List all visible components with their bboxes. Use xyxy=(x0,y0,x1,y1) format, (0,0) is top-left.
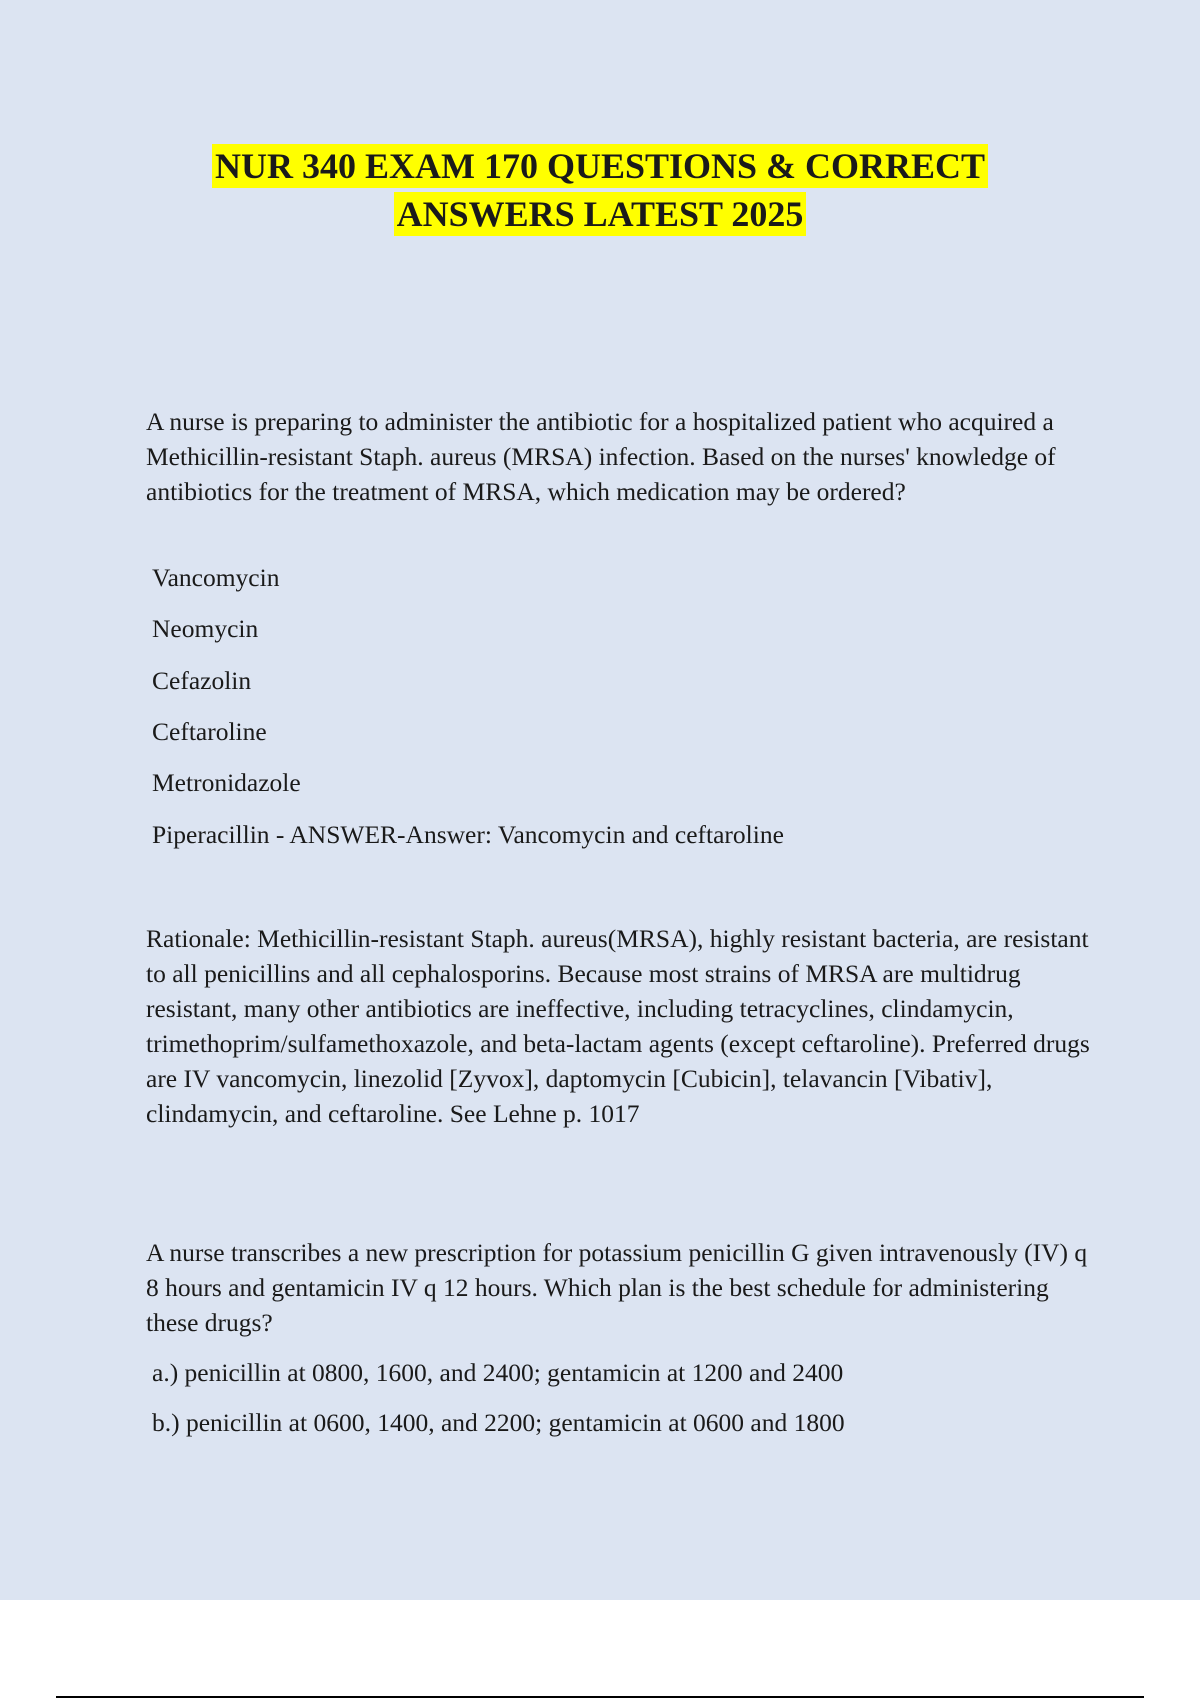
footer-rule xyxy=(56,1696,1144,1698)
document-title xyxy=(0,142,1200,238)
question-2-stem: A nurse transcribes a new prescription for potassium penicillin G given intravenously (IV) q 8 hours and gentamicin IV q 12 hours. Which plan is the best schedule for administering these drugs? xyxy=(146,1238,1088,1337)
question-1-option: Cefazolin xyxy=(152,666,252,695)
question-1-option: Ceftaroline xyxy=(152,717,267,746)
title-line-1: NUR 340 EXAM 170 QUESTIONS & CORRECT xyxy=(212,144,988,188)
title-line-2: ANSWERS LATEST 2025 xyxy=(394,192,807,236)
question-2-option: a.) penicillin at 0800, 1600, and 2400; gentamicin at 1200 and 2400 xyxy=(152,1358,844,1387)
question-1-rationale: Rationale: Methicillin-resistant Staph. aureus(MRSA), highly resistant bacteria, are resistant to all penicillins and all cephalosporins. Because most strains of MRSA are multidrug resistant, many other antibiotics are ineffective, including tetracyclines, clindamycin, trimethoprim/sulfamethoxazole, and beta-lactam agents (except ceftaroline). Preferred drugs are IV vancomycin, linezolid [Zyvox], daptomycin [Cubicin], telavancin [Vibativ], clindamycin, and ceftaroline. See Lehne p. 1017 xyxy=(146,924,1090,1128)
question-2-option: b.) penicillin at 0600, 1400, and 2200; gentamicin at 0600 and 1800 xyxy=(152,1408,845,1437)
question-1-stem: A nurse is preparing to administer the antibiotic for a hospitalized patient who acquired a Methicillin-resistant Staph. aureus (MRSA) infection. Based on the nurses' knowledge of antibiotics for the treatment of MRSA, which medication may be ordered? xyxy=(146,407,1056,506)
question-1-answer: Piperacillin - ANSWER-Answer: Vancomycin and ceftaroline xyxy=(152,820,784,849)
question-1-option: Vancomycin xyxy=(152,563,280,592)
question-1-option: Metronidazole xyxy=(152,768,301,797)
question-1-option: Neomycin xyxy=(152,614,259,643)
